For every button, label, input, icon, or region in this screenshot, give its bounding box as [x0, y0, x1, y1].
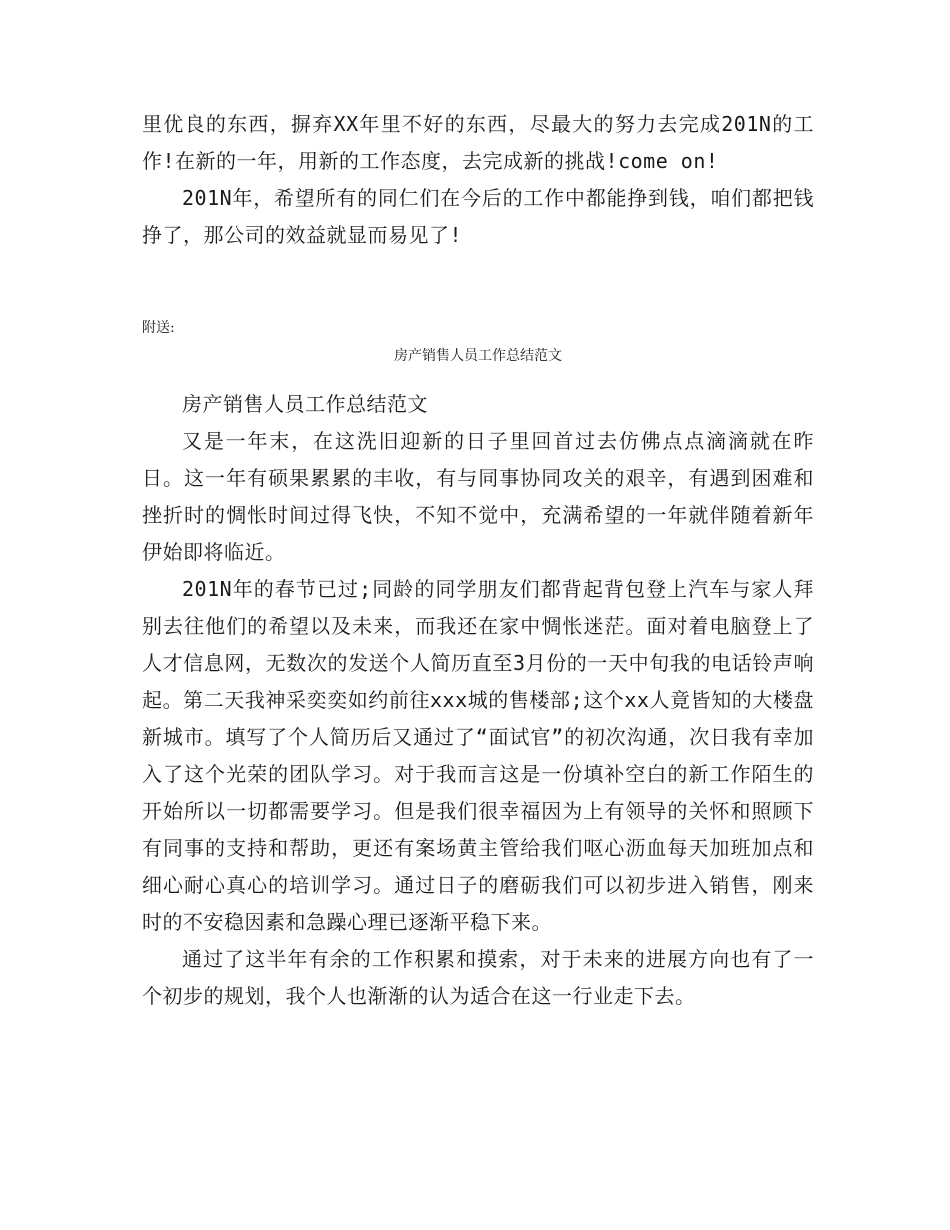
intro-paragraph-wish: 201N年，希望所有的同仁们在今后的工作中都能挣到钱，咱们都把钱挣了，那公司的效益就显而易见了! [142, 186, 814, 247]
article-paragraph-3: 通过了这半年有余的工作积累和摸索，对于未来的进展方向也有了一个初步的规划，我个人也渐渐的认为适合在这一行业走下去。 [142, 947, 814, 1008]
article-paragraph-1: 又是一年末，在这洗旧迎新的日子里回首过去仿佛点点滴滴就在昨日。这一年有硕果累累的丰收，有与同事协同攻关的艰辛，有遇到困难和挫折时的惆怅时间过得飞快，不知不觉中，充满希望的一年就伴随着新年伊始即将临近。 [142, 429, 814, 564]
article-section [142, 386, 814, 1015]
article-paragraph-2: 201N年的春节已过;同龄的同学朋友们都背起背包登上汽车与家人拜别去往他们的希望以及未来，而我还在家中惆怅迷茫。面对着电脑登上了人才信息网，无数次的发送个人简历直至3月份的一天中旬我的电话铃声响起。第二天我神采奕奕如约前往xxx城的售楼部;这个xx人竟皆知的大楼盘新城市。填写了个人简历后又通过了“面试官”的初次沟通，次日我有幸加入了这个光荣的团队学习。对于我而言这是一份填补空白的新工作陌生的开始所以一切都需要学习。但是我们很幸福因为上有领导的关怀和照顾下有同事的支持和帮助，更还有案场黄主管给我们呕心沥血每天加班加点和细心耐心真心的培训学习。通过日子的磨砺我们可以初步进入销售，刚来时的不安稳因素和急躁心理已逐渐平稳下来。 [142, 577, 814, 934]
intro-paragraph-continued: 里优良的东西，摒弃XX年里不好的东西，尽最大的努力去完成201N的工作!在新的一年，用新的工作态度，去完成新的挑战!come on! [142, 112, 814, 173]
intro-section [142, 106, 814, 254]
appendix-title: 房产销售人员工作总结范文 [394, 348, 562, 364]
appendix-label: 附送: [142, 320, 175, 336]
article-heading: 房产销售人员工作总结范文 [182, 392, 428, 416]
